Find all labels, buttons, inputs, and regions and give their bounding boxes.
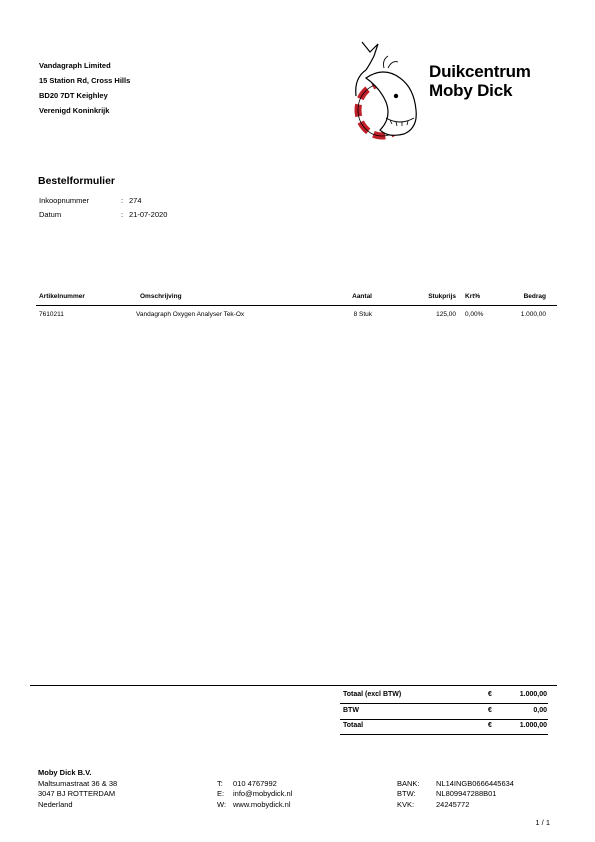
totals-rule (30, 685, 557, 686)
footer-email-link[interactable]: info@mobydick.nl (233, 789, 293, 798)
sender-name: Vandagraph Limited (39, 61, 111, 70)
sender-postal-city: BD20 7DT Keighley (39, 91, 108, 100)
footer-phone-label: T: (217, 778, 223, 788)
cell-description: Vandagraph Oxygen Analyser Tek-Ox (136, 311, 245, 318)
total-excl-currency: € (488, 691, 492, 698)
brand-line-1: Duikcentrum (429, 62, 531, 81)
footer-kvk (397, 799, 470, 811)
footer-phone (217, 778, 277, 790)
cell-article: 7610211 (39, 311, 64, 318)
meta-label: Inkoopnummer (39, 196, 90, 205)
footer-contact (217, 778, 293, 811)
footer-kvk-value: 24245772 (436, 799, 470, 809)
meta-row-date (39, 208, 239, 222)
footer-vat-label: BTW: (397, 789, 416, 798)
footer-vat (397, 789, 497, 800)
cell-discount: 0,00% (465, 311, 484, 318)
grand-total-value: 1.000,00 (519, 722, 547, 729)
cell-unit-price: 125,00 (436, 311, 456, 318)
col-header-amount: Bedrag (523, 293, 546, 300)
order-meta (39, 194, 239, 222)
cell-amount: 1.000,00 (520, 311, 546, 318)
footer-bank (397, 778, 514, 790)
footer-bank-value: NL14INGB0666445634 (436, 778, 514, 788)
col-header-description: Omschrijving (140, 293, 182, 300)
footer-email (217, 789, 293, 800)
col-header-article: Artikelnummer (39, 293, 85, 300)
sender-address (39, 58, 130, 118)
table-header-rule (36, 305, 557, 306)
col-header-quantity: Aantal (352, 293, 372, 300)
meta-separator: : (121, 210, 124, 219)
sender-street: 15 Station Rd, Cross Hills (39, 76, 131, 85)
footer-kvk-label: KVK: (397, 799, 415, 809)
meta-value: 274 (129, 196, 142, 205)
vat-currency: € (488, 707, 492, 714)
page-number: 1 / 1 (535, 818, 550, 827)
footer-website-label: W: (217, 799, 227, 809)
footer-address-line: 3047 BJ ROTTERDAM (38, 789, 116, 798)
meta-label: Datum (39, 210, 62, 219)
footer-address-line: Maltsumastraat 36 & 38 (38, 778, 118, 788)
meta-separator: : (121, 196, 124, 205)
cell-quantity: 8 Stuk (353, 311, 372, 318)
col-header-discount: Krt% (465, 293, 481, 300)
totals-row-rule (340, 734, 548, 735)
footer-website (217, 799, 291, 811)
footer-bank-label: BANK: (397, 778, 420, 788)
footer-registration (397, 778, 514, 811)
totals-row-rule (340, 703, 548, 704)
page-title: Bestelformulier (38, 175, 116, 187)
footer-address-line: Nederland (38, 799, 73, 809)
totals-row-rule (340, 719, 548, 720)
brand-line-2: Moby Dick (429, 81, 513, 100)
vat-value: 0,00 (533, 707, 547, 714)
footer-company (38, 768, 117, 810)
whale-lifebuoy-logo-icon (340, 38, 424, 142)
total-excl-value: 1.000,00 (519, 691, 547, 698)
meta-value: 21-07-2020 (129, 210, 168, 219)
footer-website-link[interactable]: www.mobydick.nl (233, 799, 291, 809)
vat-label: BTW (343, 707, 359, 714)
grand-total-label: Totaal (343, 722, 364, 729)
col-header-unit-price: Stukprijs (428, 293, 456, 300)
footer-email-label: E: (217, 789, 225, 798)
footer-phone-value[interactable]: 010 4767992 (233, 778, 277, 788)
brand-name (429, 62, 531, 100)
total-excl-label: Totaal (excl BTW) (343, 691, 402, 698)
grand-total-currency: € (488, 722, 492, 729)
meta-row-order-number (39, 194, 239, 208)
sender-country: Verenigd Koninkrijk (39, 106, 110, 115)
footer-company-name: Moby Dick B.V. (38, 768, 92, 777)
footer-vat-value: NL809947288B01 (436, 789, 497, 798)
